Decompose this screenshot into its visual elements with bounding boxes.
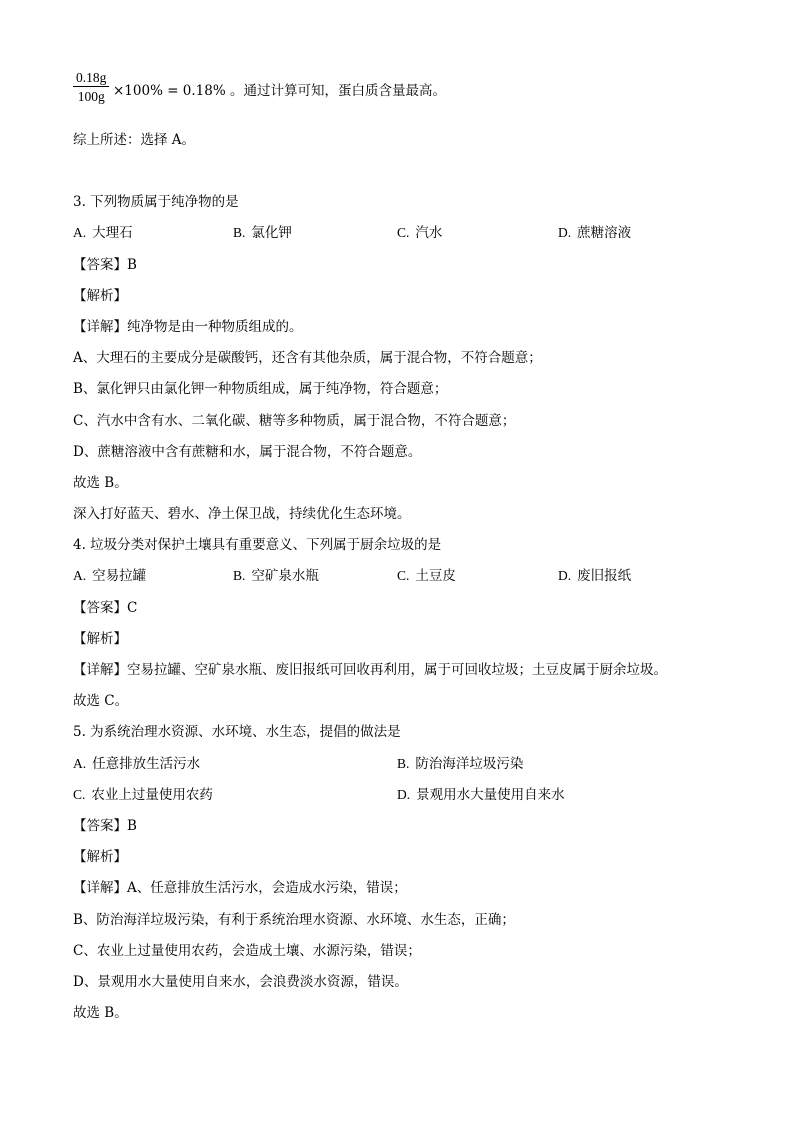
- q4-option-c: [397, 567, 456, 585]
- q3-option-c-text: 汽水: [415, 225, 443, 241]
- q3-analysis-label: 【解析】: [73, 288, 127, 304]
- q4-option-d-letter: D.: [558, 568, 572, 583]
- q3-option-b-letter: B.: [233, 225, 246, 240]
- q3-explain-b: B、氯化钾只由氯化钾一种物质组成，属于纯净物，符合题意；: [73, 381, 448, 397]
- q5-option-b-letter: B.: [397, 756, 410, 771]
- q3-option-a: [73, 224, 133, 242]
- q3-option-b: [233, 224, 292, 242]
- q3-explain-a: A、大理石的主要成分是碳酸钙，还含有其他杂质，属于混合物，不符合题意；: [73, 350, 542, 366]
- q5-explain-d: D、景观用水大量使用自来水，会浪费淡水资源，错误。: [73, 974, 408, 990]
- q5-option-d: [397, 786, 565, 804]
- q5-answer: 【答案】B: [73, 818, 137, 834]
- q5-option-c-text: 农业上过量使用农药: [91, 787, 213, 803]
- q3-explain-c: C、汽水中含有水、二氧化碳、糖等多种物质，属于混合物，不符合题意；: [73, 413, 516, 429]
- q3-detail: 【详解】纯净物是由一种物质组成的。: [73, 319, 303, 335]
- q5-option-b: [397, 755, 523, 773]
- q3-stem: 3. 下列物质属于纯净物的是: [73, 194, 239, 210]
- q4-option-b-text: 空矿泉水瓶: [251, 568, 319, 584]
- q5-option-c-letter: C.: [73, 787, 86, 802]
- fraction-numerator: 0.18g: [73, 70, 109, 87]
- q5-option-a-text: 任意排放生活污水: [92, 756, 201, 772]
- q4-option-d-text: 废旧报纸: [577, 568, 632, 584]
- q3-option-d: [558, 224, 631, 242]
- q4-stem: 4. 垃圾分类对保护土壤具有重要意义、下列属于厨余垃圾的是: [73, 537, 442, 553]
- summary-line: 综上所述：选择 A。: [73, 132, 196, 148]
- q4-analysis-label: 【解析】: [73, 631, 127, 647]
- q4-choice: 故选 C。: [73, 693, 129, 709]
- q5-choice: 故选 B。: [73, 1005, 128, 1021]
- q3-option-a-letter: A.: [73, 225, 87, 240]
- fraction-denominator: 100g: [77, 89, 105, 104]
- q4-option-c-text: 土豆皮: [415, 568, 456, 584]
- q5-option-c: [73, 786, 213, 804]
- q3-option-c-letter: C.: [397, 225, 410, 240]
- q5-option-d-letter: D.: [397, 787, 411, 802]
- fraction: [73, 70, 109, 105]
- calc-conclusion: ×100% = 0.18% 。通过计算可知，蛋白质含量最高。: [113, 83, 446, 99]
- q5-option-d-text: 景观用水大量使用自来水: [416, 787, 565, 803]
- q5-option-a-letter: A.: [73, 756, 87, 771]
- q5-option-a: [73, 755, 200, 773]
- q3-option-b-text: 氯化钾: [251, 225, 292, 241]
- q5-detail: 【详解】A、任意排放生活污水，会造成水污染，错误；: [73, 880, 407, 896]
- q4-detail: 【详解】空易拉罐、空矿泉水瓶、废旧报纸可回收再利用，属于可回收垃圾；土豆皮属于厨余垃圾。: [73, 662, 667, 678]
- q5-explain-c: C、农业上过量使用农药，会造成土壤、水源污染，错误；: [73, 943, 421, 959]
- section-intro: 深入打好蓝天、碧水、净土保卫战，持续优化生态环境。: [73, 506, 411, 522]
- q4-option-c-letter: C.: [397, 568, 410, 583]
- q3-answer: 【答案】B: [73, 257, 137, 273]
- q5-analysis-label: 【解析】: [73, 849, 127, 865]
- q4-option-b-letter: B.: [233, 568, 246, 583]
- q3-option-d-letter: D.: [558, 225, 572, 240]
- q4-option-a: [73, 567, 146, 585]
- q5-explain-b: B、防治海洋垃圾污染，有利于系统治理水资源、水环境、水生态，正确；: [73, 912, 515, 928]
- q4-option-d: [558, 567, 631, 585]
- q3-option-c: [397, 224, 442, 242]
- q4-answer: 【答案】C: [73, 600, 138, 616]
- q3-choice: 故选 B。: [73, 475, 128, 491]
- q4-option-a-letter: A.: [73, 568, 87, 583]
- q4-option-b: [233, 567, 319, 585]
- q3-explain-d: D、蔗糖溶液中含有蔗糖和水，属于混合物，不符合题意。: [73, 444, 422, 460]
- q3-option-d-text: 蔗糖溶液: [577, 225, 632, 241]
- q5-option-b-text: 防治海洋垃圾污染: [415, 756, 524, 772]
- q3-option-a-text: 大理石: [92, 225, 133, 241]
- q5-stem: 5. 为系统治理水资源、水环境、水生态，提倡的做法是: [73, 724, 401, 740]
- q4-option-a-text: 空易拉罐: [92, 568, 147, 584]
